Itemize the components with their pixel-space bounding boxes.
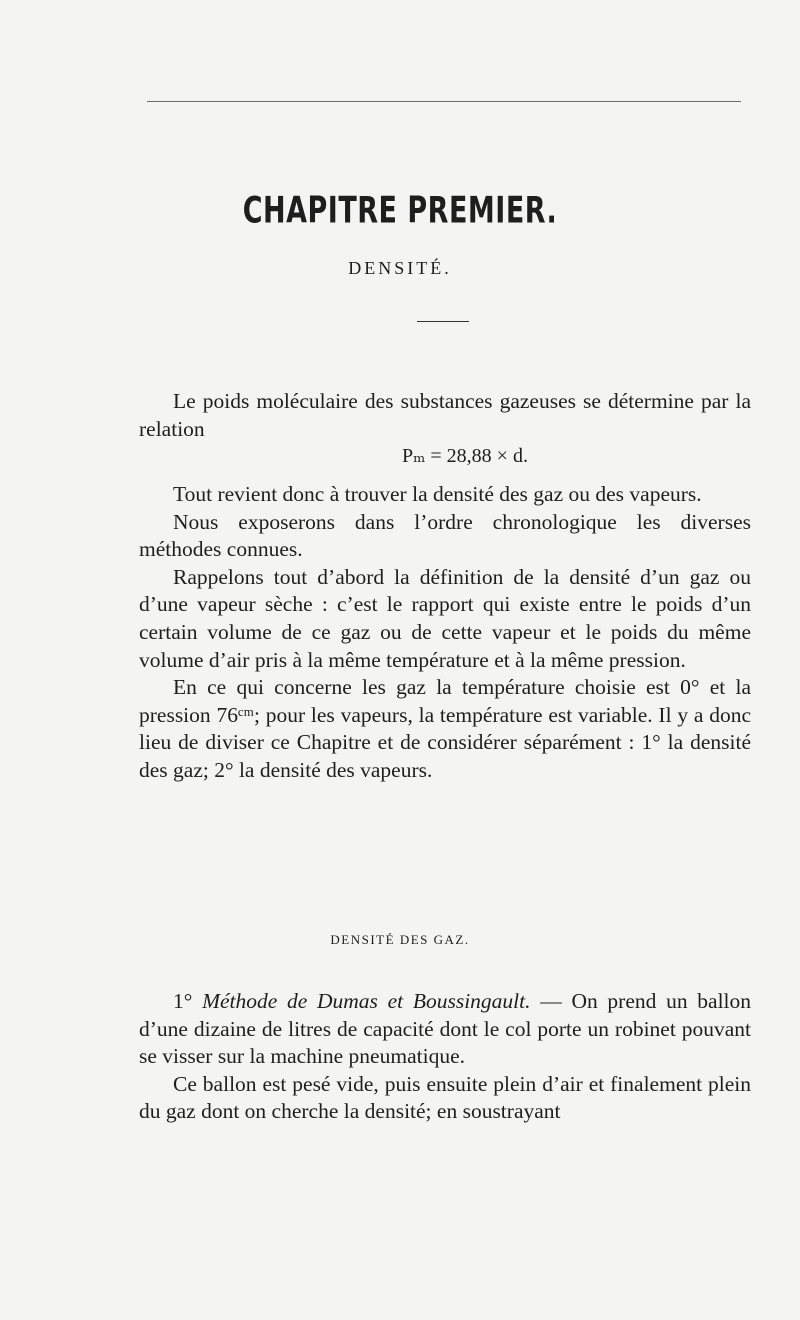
- section-title: DENSITÉ.: [348, 258, 452, 278]
- section-divider: [417, 321, 469, 322]
- paragraph-7: Ce ballon est pesé vide, puis ensuite plein d’air et finalement plein du gaz dont on cherche la densité; en soustrayant: [139, 1071, 751, 1124]
- paragraph-3: Nous exposerons dans l’ordre chronologique les diverses méthodes connues.: [139, 509, 751, 562]
- paragraph-4: Rappelons tout d’abord la définition de la densité d’un gaz ou d’une vapeur sèche : c’est le rapport qui existe entre le poids d’un certain volume de ce gaz ou de cette vapeur et le poids du même volume d’air pris à la même température et à la même pression.: [139, 564, 751, 672]
- paragraph-2: Tout revient donc à trouver la densité des gaz ou des vapeurs.: [173, 482, 702, 506]
- top-rule: [147, 101, 741, 102]
- body-block-3: [139, 988, 751, 1126]
- paragraph-1: Le poids moléculaire des substances gazeuses se détermine par la relation: [139, 389, 751, 441]
- paragraph-6-number: 1°: [173, 989, 193, 1013]
- paragraph-6-title: Méthode de Dumas et Boussingault.: [202, 989, 531, 1013]
- formula: Pₘ = 28,88 × d.: [402, 445, 528, 468]
- body-block-2: [139, 481, 751, 785]
- paragraph-5: En ce qui concerne les gaz la température choisie est 0° et la pression 76ᶜᵐ; pour les vapeurs, la température est variable. Il y a donc lieu de diviser ce Chapitre et de considérer séparément : 1° la densité des gaz; 2° la densité des vapeurs.: [139, 675, 751, 782]
- body-block-1: [139, 388, 751, 471]
- paragraph-6-text: — On prend un ballon d’une dizaine de litres de capacité dont le col porte un robinet pouvant se visser sur la machine pneumatique.: [139, 989, 752, 1069]
- subsection-title: DENSITÉ DES GAZ.: [330, 932, 470, 947]
- chapter-title: CHAPITRE PREMIER.: [242, 190, 558, 232]
- paragraph-6: [139, 988, 751, 1071]
